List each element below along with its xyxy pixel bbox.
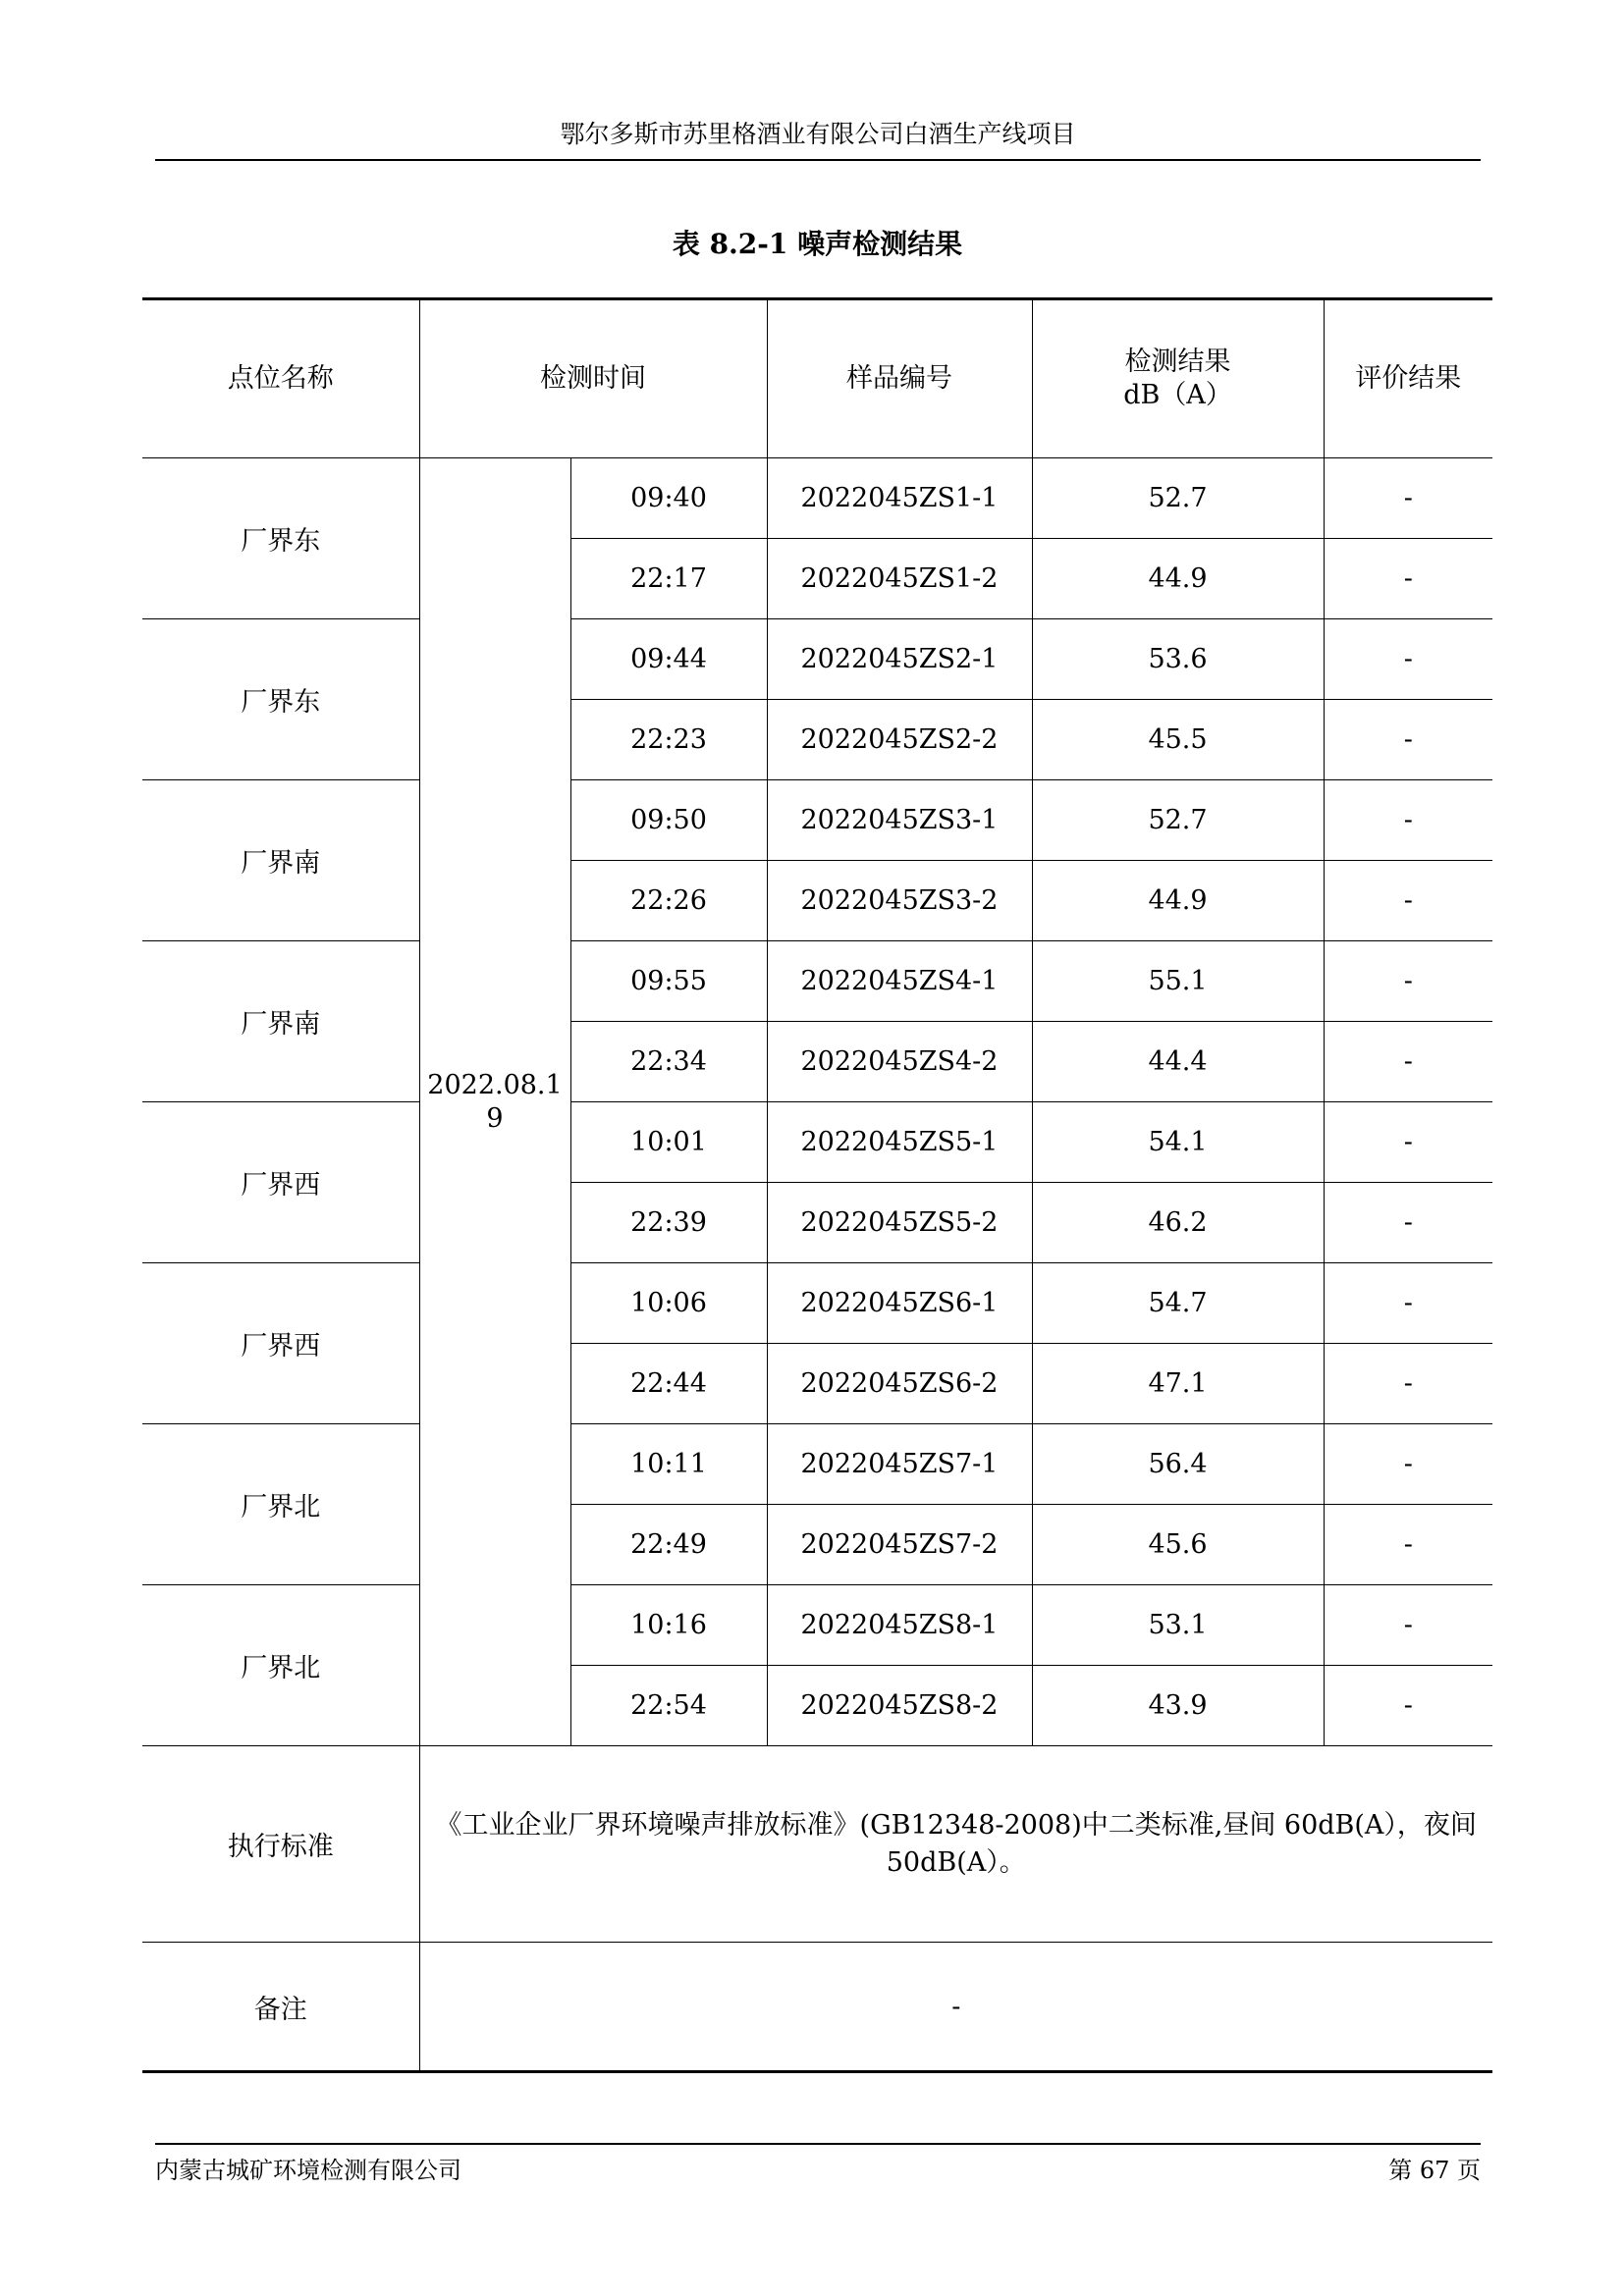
evaluation-cell: - [1324, 1585, 1492, 1666]
evaluation-cell: - [1324, 1183, 1492, 1263]
location-cell: 厂界东 [142, 619, 419, 780]
sample-id-cell: 2022045ZS7-1 [767, 1424, 1032, 1505]
col-header-sample: 样品编号 [767, 299, 1032, 458]
col-header-location: 点位名称 [142, 299, 419, 458]
sample-id-cell: 2022045ZS1-2 [767, 539, 1032, 619]
evaluation-cell: - [1324, 700, 1492, 780]
sample-id-cell: 2022045ZS6-2 [767, 1344, 1032, 1424]
time-cell: 09:40 [570, 458, 767, 539]
sample-id-cell: 2022045ZS5-1 [767, 1102, 1032, 1183]
evaluation-cell: - [1324, 1666, 1492, 1746]
table-body [142, 458, 1492, 2072]
time-cell: 22:26 [570, 861, 767, 941]
evaluation-cell: - [1324, 458, 1492, 539]
remarks-value: - [419, 1943, 1492, 2072]
result-cell: 52.7 [1032, 780, 1324, 861]
sample-id-cell: 2022045ZS8-1 [767, 1585, 1032, 1666]
col-header-result-line2: dB（A） [1123, 380, 1232, 410]
col-header-time: 检测时间 [419, 299, 767, 458]
sample-id-cell: 2022045ZS1-1 [767, 458, 1032, 539]
table-row [142, 941, 1492, 1022]
footer-rule [155, 2143, 1481, 2145]
time-cell: 22:54 [570, 1666, 767, 1746]
evaluation-cell: - [1324, 1022, 1492, 1102]
sample-id-cell: 2022045ZS2-1 [767, 619, 1032, 700]
col-header-result-line1: 检测结果 [1124, 347, 1231, 377]
location-cell: 厂界西 [142, 1263, 419, 1424]
footer-page-number: 第 67 页 [1388, 2157, 1481, 2184]
standard-label: 执行标准 [142, 1746, 419, 1943]
sample-id-cell: 2022045ZS2-2 [767, 700, 1032, 780]
evaluation-cell: - [1324, 1505, 1492, 1585]
location-cell: 厂界南 [142, 941, 419, 1102]
result-cell: 53.6 [1032, 619, 1324, 700]
remarks-row [142, 1943, 1492, 2072]
sample-id-cell: 2022045ZS6-1 [767, 1263, 1032, 1344]
evaluation-cell: - [1324, 1424, 1492, 1505]
time-cell: 09:44 [570, 619, 767, 700]
sample-id-cell: 2022045ZS3-1 [767, 780, 1032, 861]
time-cell: 09:55 [570, 941, 767, 1022]
evaluation-cell: - [1324, 1263, 1492, 1344]
evaluation-cell: - [1324, 619, 1492, 700]
sample-id-cell: 2022045ZS5-2 [767, 1183, 1032, 1263]
evaluation-cell: - [1324, 1344, 1492, 1424]
table-caption: 表 8.2-1 噪声检测结果 [672, 228, 963, 260]
evaluation-cell: - [1324, 941, 1492, 1022]
time-cell: 10:11 [570, 1424, 767, 1505]
evaluation-cell: - [1324, 861, 1492, 941]
result-cell: 45.5 [1032, 700, 1324, 780]
result-cell: 44.9 [1032, 539, 1324, 619]
time-cell: 10:16 [570, 1585, 767, 1666]
location-cell: 厂界东 [142, 458, 419, 619]
time-cell: 10:01 [570, 1102, 767, 1183]
result-cell: 47.1 [1032, 1344, 1324, 1424]
footer-company: 内蒙古城矿环境检测有限公司 [155, 2157, 461, 2184]
evaluation-cell: - [1324, 1102, 1492, 1183]
sample-id-cell: 2022045ZS3-2 [767, 861, 1032, 941]
time-cell: 22:39 [570, 1183, 767, 1263]
result-cell: 44.4 [1032, 1022, 1324, 1102]
table-row [142, 780, 1492, 861]
table-row [142, 1102, 1492, 1183]
result-cell: 53.1 [1032, 1585, 1324, 1666]
col-header-evaluation: 评价结果 [1324, 299, 1492, 458]
table-header-row [142, 299, 1492, 458]
table-row [142, 1263, 1492, 1344]
remarks-label: 备注 [142, 1943, 419, 2072]
header-title: 鄂尔多斯市苏里格酒业有限公司白酒生产线项目 [560, 120, 1076, 148]
sample-id-cell: 2022045ZS8-2 [767, 1666, 1032, 1746]
table-row [142, 1585, 1492, 1666]
location-cell: 厂界北 [142, 1424, 419, 1585]
sample-id-cell: 2022045ZS7-2 [767, 1505, 1032, 1585]
header-rule [155, 159, 1481, 161]
result-cell: 52.7 [1032, 458, 1324, 539]
date-cell: 2022.08.19 [419, 458, 570, 1746]
result-cell: 55.1 [1032, 941, 1324, 1022]
time-cell: 22:49 [570, 1505, 767, 1585]
result-cell: 43.9 [1032, 1666, 1324, 1746]
location-cell: 厂界南 [142, 780, 419, 941]
time-cell: 22:44 [570, 1344, 767, 1424]
table-row [142, 458, 1492, 539]
result-cell: 54.7 [1032, 1263, 1324, 1344]
time-cell: 10:06 [570, 1263, 767, 1344]
location-cell: 厂界北 [142, 1585, 419, 1746]
table-row [142, 619, 1492, 700]
time-cell: 22:23 [570, 700, 767, 780]
standard-row [142, 1746, 1492, 1943]
result-cell: 44.9 [1032, 861, 1324, 941]
evaluation-cell: - [1324, 780, 1492, 861]
location-cell: 厂界西 [142, 1102, 419, 1263]
result-cell: 45.6 [1032, 1505, 1324, 1585]
table-row [142, 1424, 1492, 1505]
time-cell: 09:50 [570, 780, 767, 861]
noise-results-table [142, 297, 1492, 2073]
col-header-result [1032, 299, 1324, 458]
sample-id-cell: 2022045ZS4-2 [767, 1022, 1032, 1102]
result-cell: 54.1 [1032, 1102, 1324, 1183]
time-cell: 22:34 [570, 1022, 767, 1102]
time-cell: 22:17 [570, 539, 767, 619]
evaluation-cell: - [1324, 539, 1492, 619]
sample-id-cell: 2022045ZS4-1 [767, 941, 1032, 1022]
result-cell: 46.2 [1032, 1183, 1324, 1263]
result-cell: 56.4 [1032, 1424, 1324, 1505]
standard-text: 《工业企业厂界环境噪声排放标准》(GB12348-2008)中二类标准,昼间 60dB(A），夜间 50dB(A）。 [419, 1746, 1492, 1943]
